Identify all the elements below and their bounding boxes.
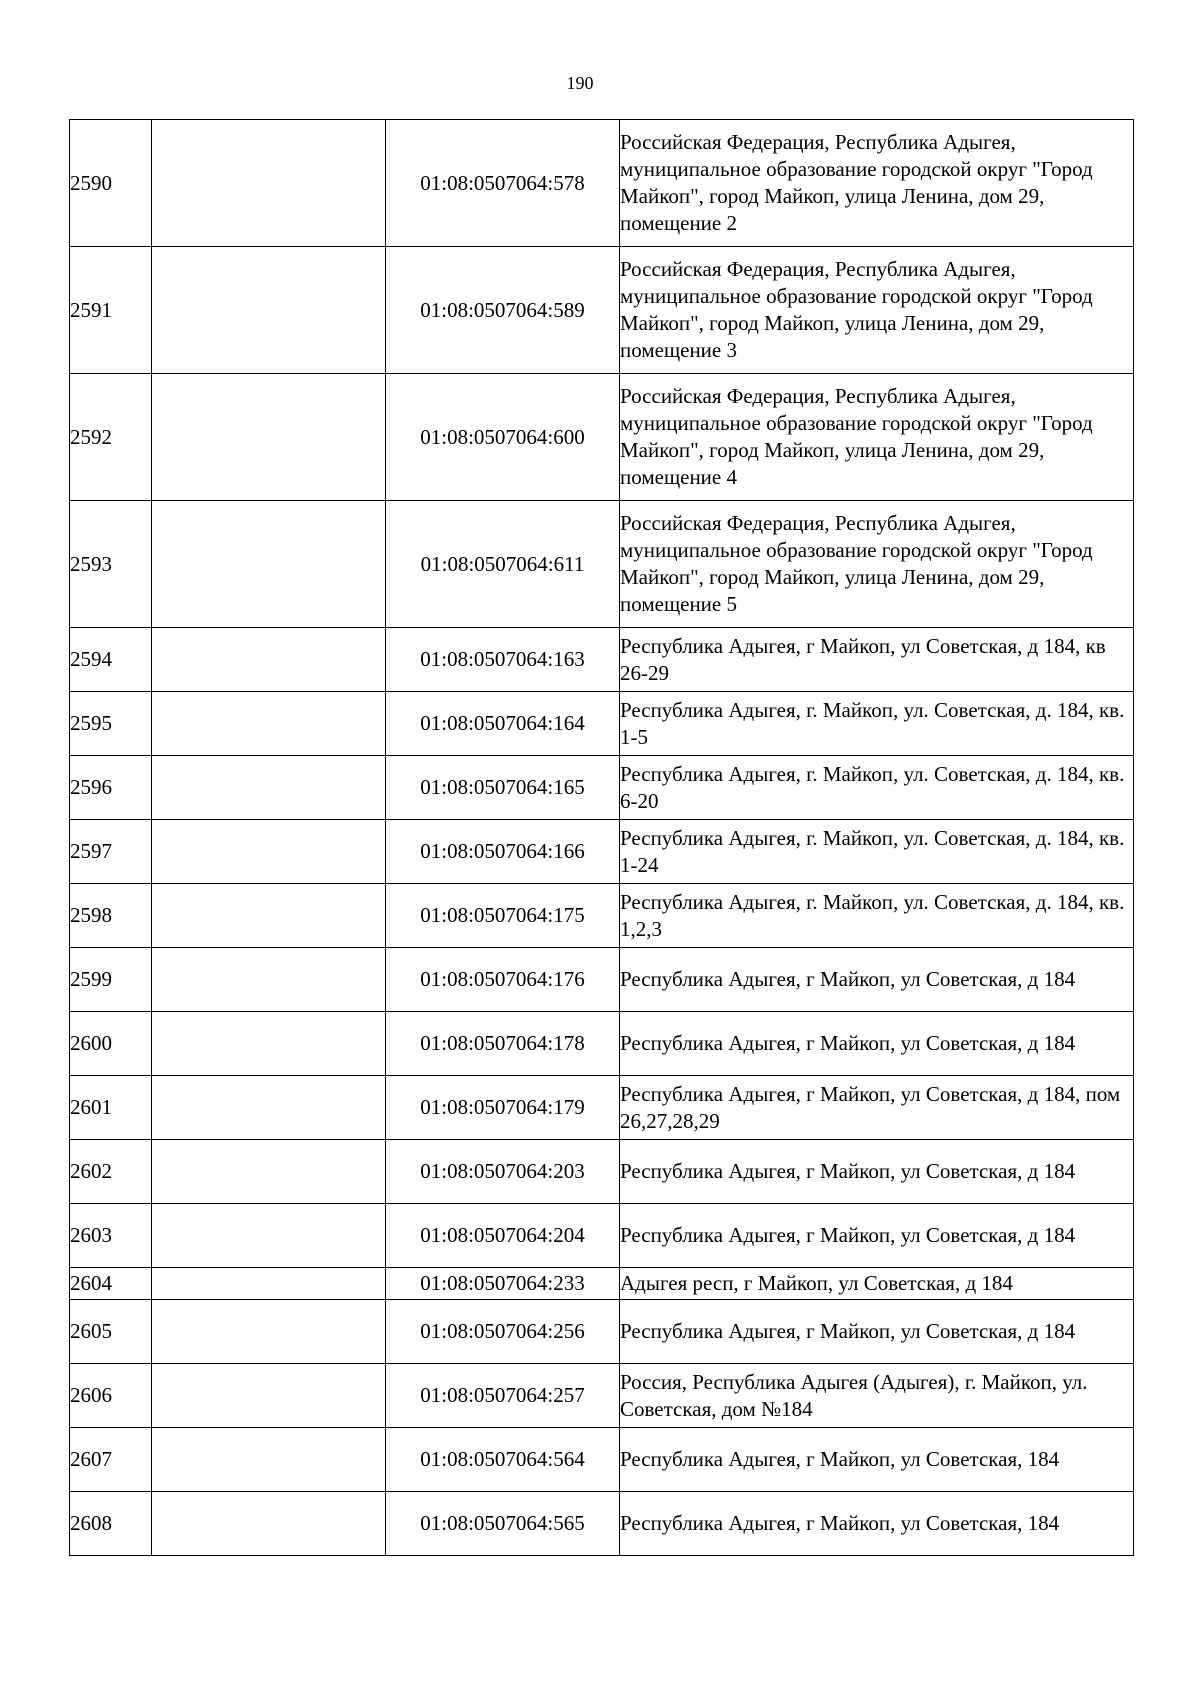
cadastral-number-cell: 01:08:0507064:164 [386, 692, 620, 756]
table-row [70, 1364, 1134, 1428]
row-number-cell: 2602 [70, 1140, 152, 1204]
object-name-cell [152, 374, 386, 501]
page-number: 190 [566, 73, 594, 93]
table-row [70, 501, 1134, 628]
row-number-cell: 2592 [70, 374, 152, 501]
cadastral-number-cell: 01:08:0507064:178 [386, 1012, 620, 1076]
cadastral-number-cell: 01:08:0507064:163 [386, 628, 620, 692]
object-name-cell [152, 1492, 386, 1556]
object-name-cell [152, 1012, 386, 1076]
object-name-cell [152, 1268, 386, 1300]
table-row [70, 756, 1134, 820]
cadastral-number-cell: 01:08:0507064:257 [386, 1364, 620, 1428]
cadastral-number-cell: 01:08:0507064:589 [386, 247, 620, 374]
cadastral-number-cell: 01:08:0507064:179 [386, 1076, 620, 1140]
object-name-cell [152, 501, 386, 628]
object-name-cell [152, 628, 386, 692]
address-cell: Республика Адыгея, г Майкоп, ул Советская, д 184 [620, 1204, 1134, 1268]
row-number-cell: 2593 [70, 501, 152, 628]
table-row [70, 247, 1134, 374]
object-name-cell [152, 756, 386, 820]
row-number-cell: 2597 [70, 820, 152, 884]
address-cell: Республика Адыгея, г Майкоп, ул Советская, д 184 [620, 1012, 1134, 1076]
cadastral-number-cell: 01:08:0507064:564 [386, 1428, 620, 1492]
table-row [70, 1268, 1134, 1300]
table-row [70, 1076, 1134, 1140]
row-number-cell: 2601 [70, 1076, 152, 1140]
table-row [70, 1204, 1134, 1268]
object-name-cell [152, 1428, 386, 1492]
cadastral-number-cell: 01:08:0507064:166 [386, 820, 620, 884]
object-name-cell [152, 692, 386, 756]
row-number-cell: 2608 [70, 1492, 152, 1556]
table-row [70, 1492, 1134, 1556]
table-row [70, 374, 1134, 501]
object-name-cell [152, 1300, 386, 1364]
row-number-cell: 2604 [70, 1268, 152, 1300]
cadastral-number-cell: 01:08:0507064:578 [386, 120, 620, 247]
address-cell: Российская Федерация, Республика Адыгея, муниципальное образование городской округ "Город Майкоп", город Майкоп, улица Ленина, дом 29, помещение 4 [620, 374, 1134, 501]
cadastral-number-cell: 01:08:0507064:611 [386, 501, 620, 628]
address-cell: Республика Адыгея, г. Майкоп, ул. Советская, д. 184, кв. 6-20 [620, 756, 1134, 820]
table-row [70, 120, 1134, 247]
table-row [70, 692, 1134, 756]
cadastral-number-cell: 01:08:0507064:203 [386, 1140, 620, 1204]
address-cell: Адыгея респ, г Майкоп, ул Советская, д 184 [620, 1268, 1134, 1300]
address-cell: Российская Федерация, Республика Адыгея, муниципальное образование городской округ "Город Майкоп", город Майкоп, улица Ленина, дом 29, помещение 5 [620, 501, 1134, 628]
address-cell: Республика Адыгея, г Майкоп, ул Советская, д 184 [620, 1140, 1134, 1204]
cadastral-number-cell: 01:08:0507064:256 [386, 1300, 620, 1364]
object-name-cell [152, 820, 386, 884]
object-name-cell [152, 120, 386, 247]
address-cell: Республика Адыгея, г Майкоп, ул Советская, д 184, пом 26,27,28,29 [620, 1076, 1134, 1140]
table-row [70, 948, 1134, 1012]
address-cell: Республика Адыгея, г Майкоп, ул Советская, д 184 [620, 948, 1134, 1012]
row-number-cell: 2596 [70, 756, 152, 820]
table-row [70, 884, 1134, 948]
cadastral-number-cell: 01:08:0507064:176 [386, 948, 620, 1012]
address-cell: Россия, Республика Адыгея (Адыгея), г. Майкоп, ул. Советская, дом №184 [620, 1364, 1134, 1428]
cadastral-number-cell: 01:08:0507064:165 [386, 756, 620, 820]
row-number-cell: 2599 [70, 948, 152, 1012]
cadastral-number-cell: 01:08:0507064:233 [386, 1268, 620, 1300]
row-number-cell: 2595 [70, 692, 152, 756]
table-row [70, 820, 1134, 884]
address-cell: Российская Федерация, Республика Адыгея, муниципальное образование городской округ "Город Майкоп", город Майкоп, улица Ленина, дом 29, помещение 2 [620, 120, 1134, 247]
table-row [70, 1140, 1134, 1204]
object-name-cell [152, 948, 386, 1012]
address-cell: Республика Адыгея, г. Майкоп, ул. Советская, д. 184, кв. 1,2,3 [620, 884, 1134, 948]
object-name-cell [152, 1364, 386, 1428]
row-number-cell: 2603 [70, 1204, 152, 1268]
row-number-cell: 2605 [70, 1300, 152, 1364]
object-name-cell [152, 1140, 386, 1204]
address-cell: Российская Федерация, Республика Адыгея, муниципальное образование городской округ "Город Майкоп", город Майкоп, улица Ленина, дом 29, помещение 3 [620, 247, 1134, 374]
address-cell: Республика Адыгея, г. Майкоп, ул. Советская, д. 184, кв. 1-5 [620, 692, 1134, 756]
cadastral-number-cell: 01:08:0507064:175 [386, 884, 620, 948]
table-row [70, 1012, 1134, 1076]
row-number-cell: 2607 [70, 1428, 152, 1492]
object-name-cell [152, 884, 386, 948]
address-cell: Республика Адыгея, г Майкоп, ул Советская, д 184, кв 26-29 [620, 628, 1134, 692]
row-number-cell: 2594 [70, 628, 152, 692]
row-number-cell: 2591 [70, 247, 152, 374]
address-cell: Республика Адыгея, г. Майкоп, ул. Советская, д. 184, кв. 1-24 [620, 820, 1134, 884]
registry-table [69, 119, 1134, 1556]
object-name-cell [152, 1076, 386, 1140]
cadastral-number-cell: 01:08:0507064:565 [386, 1492, 620, 1556]
row-number-cell: 2590 [70, 120, 152, 247]
object-name-cell [152, 247, 386, 374]
address-cell: Республика Адыгея, г Майкоп, ул Советская, д 184 [620, 1300, 1134, 1364]
registry-table-body [70, 120, 1134, 1556]
address-cell: Республика Адыгея, г Майкоп, ул Советская, 184 [620, 1492, 1134, 1556]
table-row [70, 1428, 1134, 1492]
table-row [70, 628, 1134, 692]
cadastral-number-cell: 01:08:0507064:600 [386, 374, 620, 501]
row-number-cell: 2598 [70, 884, 152, 948]
address-cell: Республика Адыгея, г Майкоп, ул Советская, 184 [620, 1428, 1134, 1492]
row-number-cell: 2606 [70, 1364, 152, 1428]
cadastral-number-cell: 01:08:0507064:204 [386, 1204, 620, 1268]
row-number-cell: 2600 [70, 1012, 152, 1076]
table-row [70, 1300, 1134, 1364]
object-name-cell [152, 1204, 386, 1268]
